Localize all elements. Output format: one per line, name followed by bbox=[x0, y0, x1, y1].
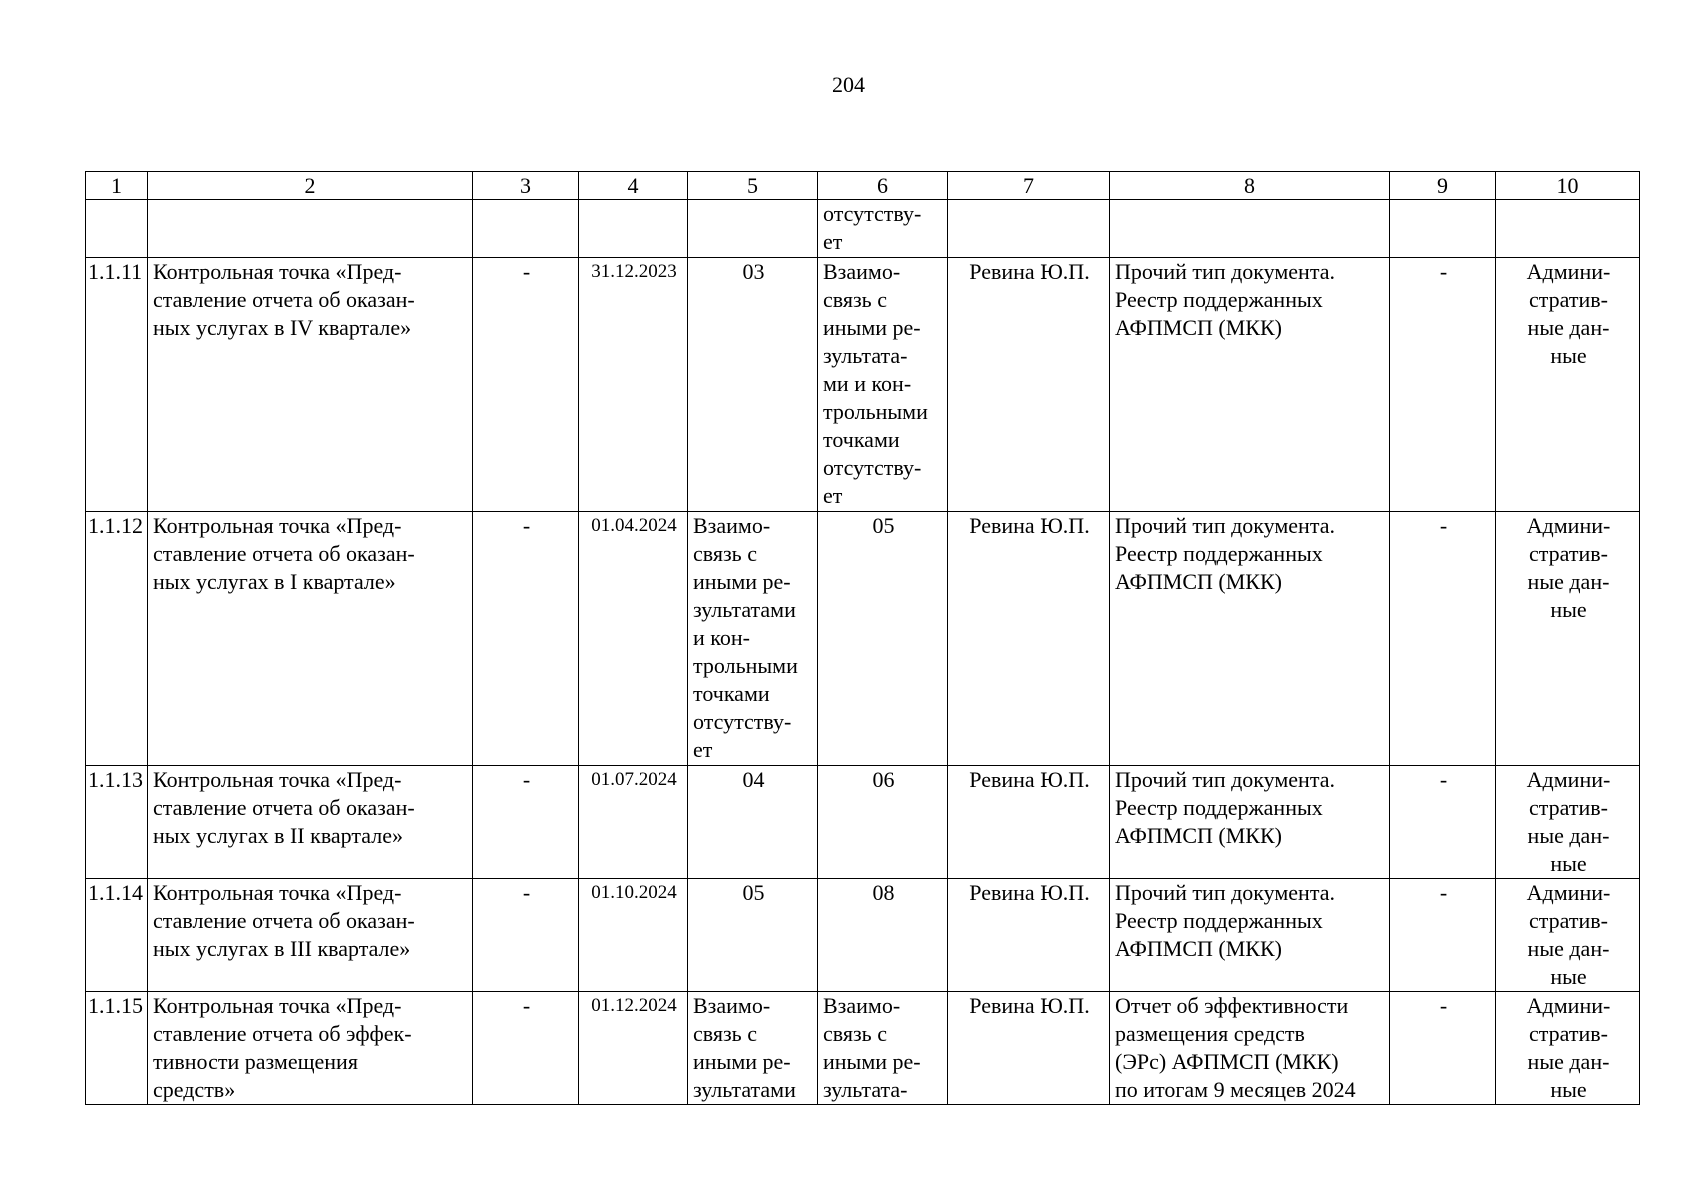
column-number-header: 6 bbox=[818, 172, 948, 200]
column-number-header: 10 bbox=[1496, 172, 1640, 200]
table-row bbox=[86, 766, 1640, 879]
column-number-header: 7 bbox=[948, 172, 1110, 200]
row-responsible: Ревина Ю.П. bbox=[948, 258, 1110, 512]
row-source: Админи- стратив- ные дан- ные bbox=[1496, 512, 1640, 766]
cell-col9: - bbox=[1390, 512, 1496, 766]
table-row bbox=[86, 258, 1640, 512]
row-date: 01.10.2024 bbox=[579, 879, 688, 992]
table-row bbox=[86, 879, 1640, 992]
row-date: 01.12.2024 bbox=[579, 992, 688, 1105]
row-title: Контрольная точка «Пред- ставление отчета об оказан- ных услугах в II квартале» bbox=[148, 766, 473, 879]
column-number-header: 2 bbox=[148, 172, 473, 200]
plan-table bbox=[85, 171, 1640, 1105]
cell-col3: - bbox=[473, 512, 579, 766]
row-document: Отчет об эффективности размещения средств (ЭРс) АФПМСП (МКК) по итогам 9 месяцев 2024 bbox=[1110, 992, 1390, 1105]
row-number: 1.1.13 bbox=[86, 766, 148, 879]
page-number: 204 bbox=[832, 72, 865, 97]
cell-col5: Взаимо- связь с иными ре- зультатами bbox=[688, 992, 818, 1105]
row-document: Прочий тип документа. Реестр поддержанных АФПМСП (МКК) bbox=[1110, 512, 1390, 766]
cell-col9: - bbox=[1390, 258, 1496, 512]
cell-col9: - bbox=[1390, 766, 1496, 879]
cell-col9: - bbox=[1390, 992, 1496, 1105]
column-number-header: 5 bbox=[688, 172, 818, 200]
row-number: 1.1.15 bbox=[86, 992, 148, 1105]
cell-col5: 03 bbox=[688, 258, 818, 512]
row-date: 01.04.2024 bbox=[579, 512, 688, 766]
row-date: 01.07.2024 bbox=[579, 766, 688, 879]
cell-col6: Взаимо- связь с иными ре- зультата- bbox=[818, 992, 948, 1105]
cell-col3: - bbox=[473, 766, 579, 879]
column-number-header: 4 bbox=[579, 172, 688, 200]
cell-col6: 08 bbox=[818, 879, 948, 992]
row-source: Админи- стратив- ные дан- ные bbox=[1496, 879, 1640, 992]
row-title: Контрольная точка «Пред- ставление отчета об оказан- ных услугах в I квартале» bbox=[148, 512, 473, 766]
cell-col3: - bbox=[473, 879, 579, 992]
row-title: Контрольная точка «Пред- ставление отчета об оказан- ных услугах в III квартале» bbox=[148, 879, 473, 992]
row-document: Прочий тип документа. Реестр поддержанных АФПМСП (МКК) bbox=[1110, 766, 1390, 879]
row-responsible: Ревина Ю.П. bbox=[948, 512, 1110, 766]
continuation-row bbox=[86, 200, 1640, 258]
cell-col6: 06 bbox=[818, 766, 948, 879]
row-responsible: Ревина Ю.П. bbox=[948, 992, 1110, 1105]
row-title: Контрольная точка «Пред- ставление отчета об эффек- тивности размещения средств» bbox=[148, 992, 473, 1105]
column-number-header-row bbox=[86, 172, 1640, 200]
cell-col3: - bbox=[473, 992, 579, 1105]
table-row bbox=[86, 512, 1640, 766]
row-source: Админи- стратив- ные дан- ные bbox=[1496, 766, 1640, 879]
row-document: Прочий тип документа. Реестр поддержанных АФПМСП (МКК) bbox=[1110, 879, 1390, 992]
row-number: 1.1.11 bbox=[86, 258, 148, 512]
column-number-header: 9 bbox=[1390, 172, 1496, 200]
row-number: 1.1.14 bbox=[86, 879, 148, 992]
cell-col6: Взаимо- связь с иными ре- зультата- ми и кон- трольными точками отсутству- ет bbox=[818, 258, 948, 512]
row-responsible: Ревина Ю.П. bbox=[948, 766, 1110, 879]
cell-col5: 05 bbox=[688, 879, 818, 992]
cell-col5: 04 bbox=[688, 766, 818, 879]
column-number-header: 8 bbox=[1110, 172, 1390, 200]
continuation-cell: отсутству- ет bbox=[818, 200, 948, 258]
column-number-header: 1 bbox=[86, 172, 148, 200]
row-source: Админи- стратив- ные дан- ные bbox=[1496, 992, 1640, 1105]
table-row bbox=[86, 992, 1640, 1105]
cell-col3: - bbox=[473, 258, 579, 512]
cell-col9: - bbox=[1390, 879, 1496, 992]
cell-col5: Взаимо- связь с иными ре- зультатами и кон- трольными точками отсутству- ет bbox=[688, 512, 818, 766]
row-source: Админи- стратив- ные дан- ные bbox=[1496, 258, 1640, 512]
row-responsible: Ревина Ю.П. bbox=[948, 879, 1110, 992]
row-date: 31.12.2023 bbox=[579, 258, 688, 512]
row-document: Прочий тип документа. Реестр поддержанных АФПМСП (МКК) bbox=[1110, 258, 1390, 512]
column-number-header: 3 bbox=[473, 172, 579, 200]
cell-col6: 05 bbox=[818, 512, 948, 766]
row-number: 1.1.12 bbox=[86, 512, 148, 766]
row-title: Контрольная точка «Пред- ставление отчета об оказан- ных услугах в IV квартале» bbox=[148, 258, 473, 512]
